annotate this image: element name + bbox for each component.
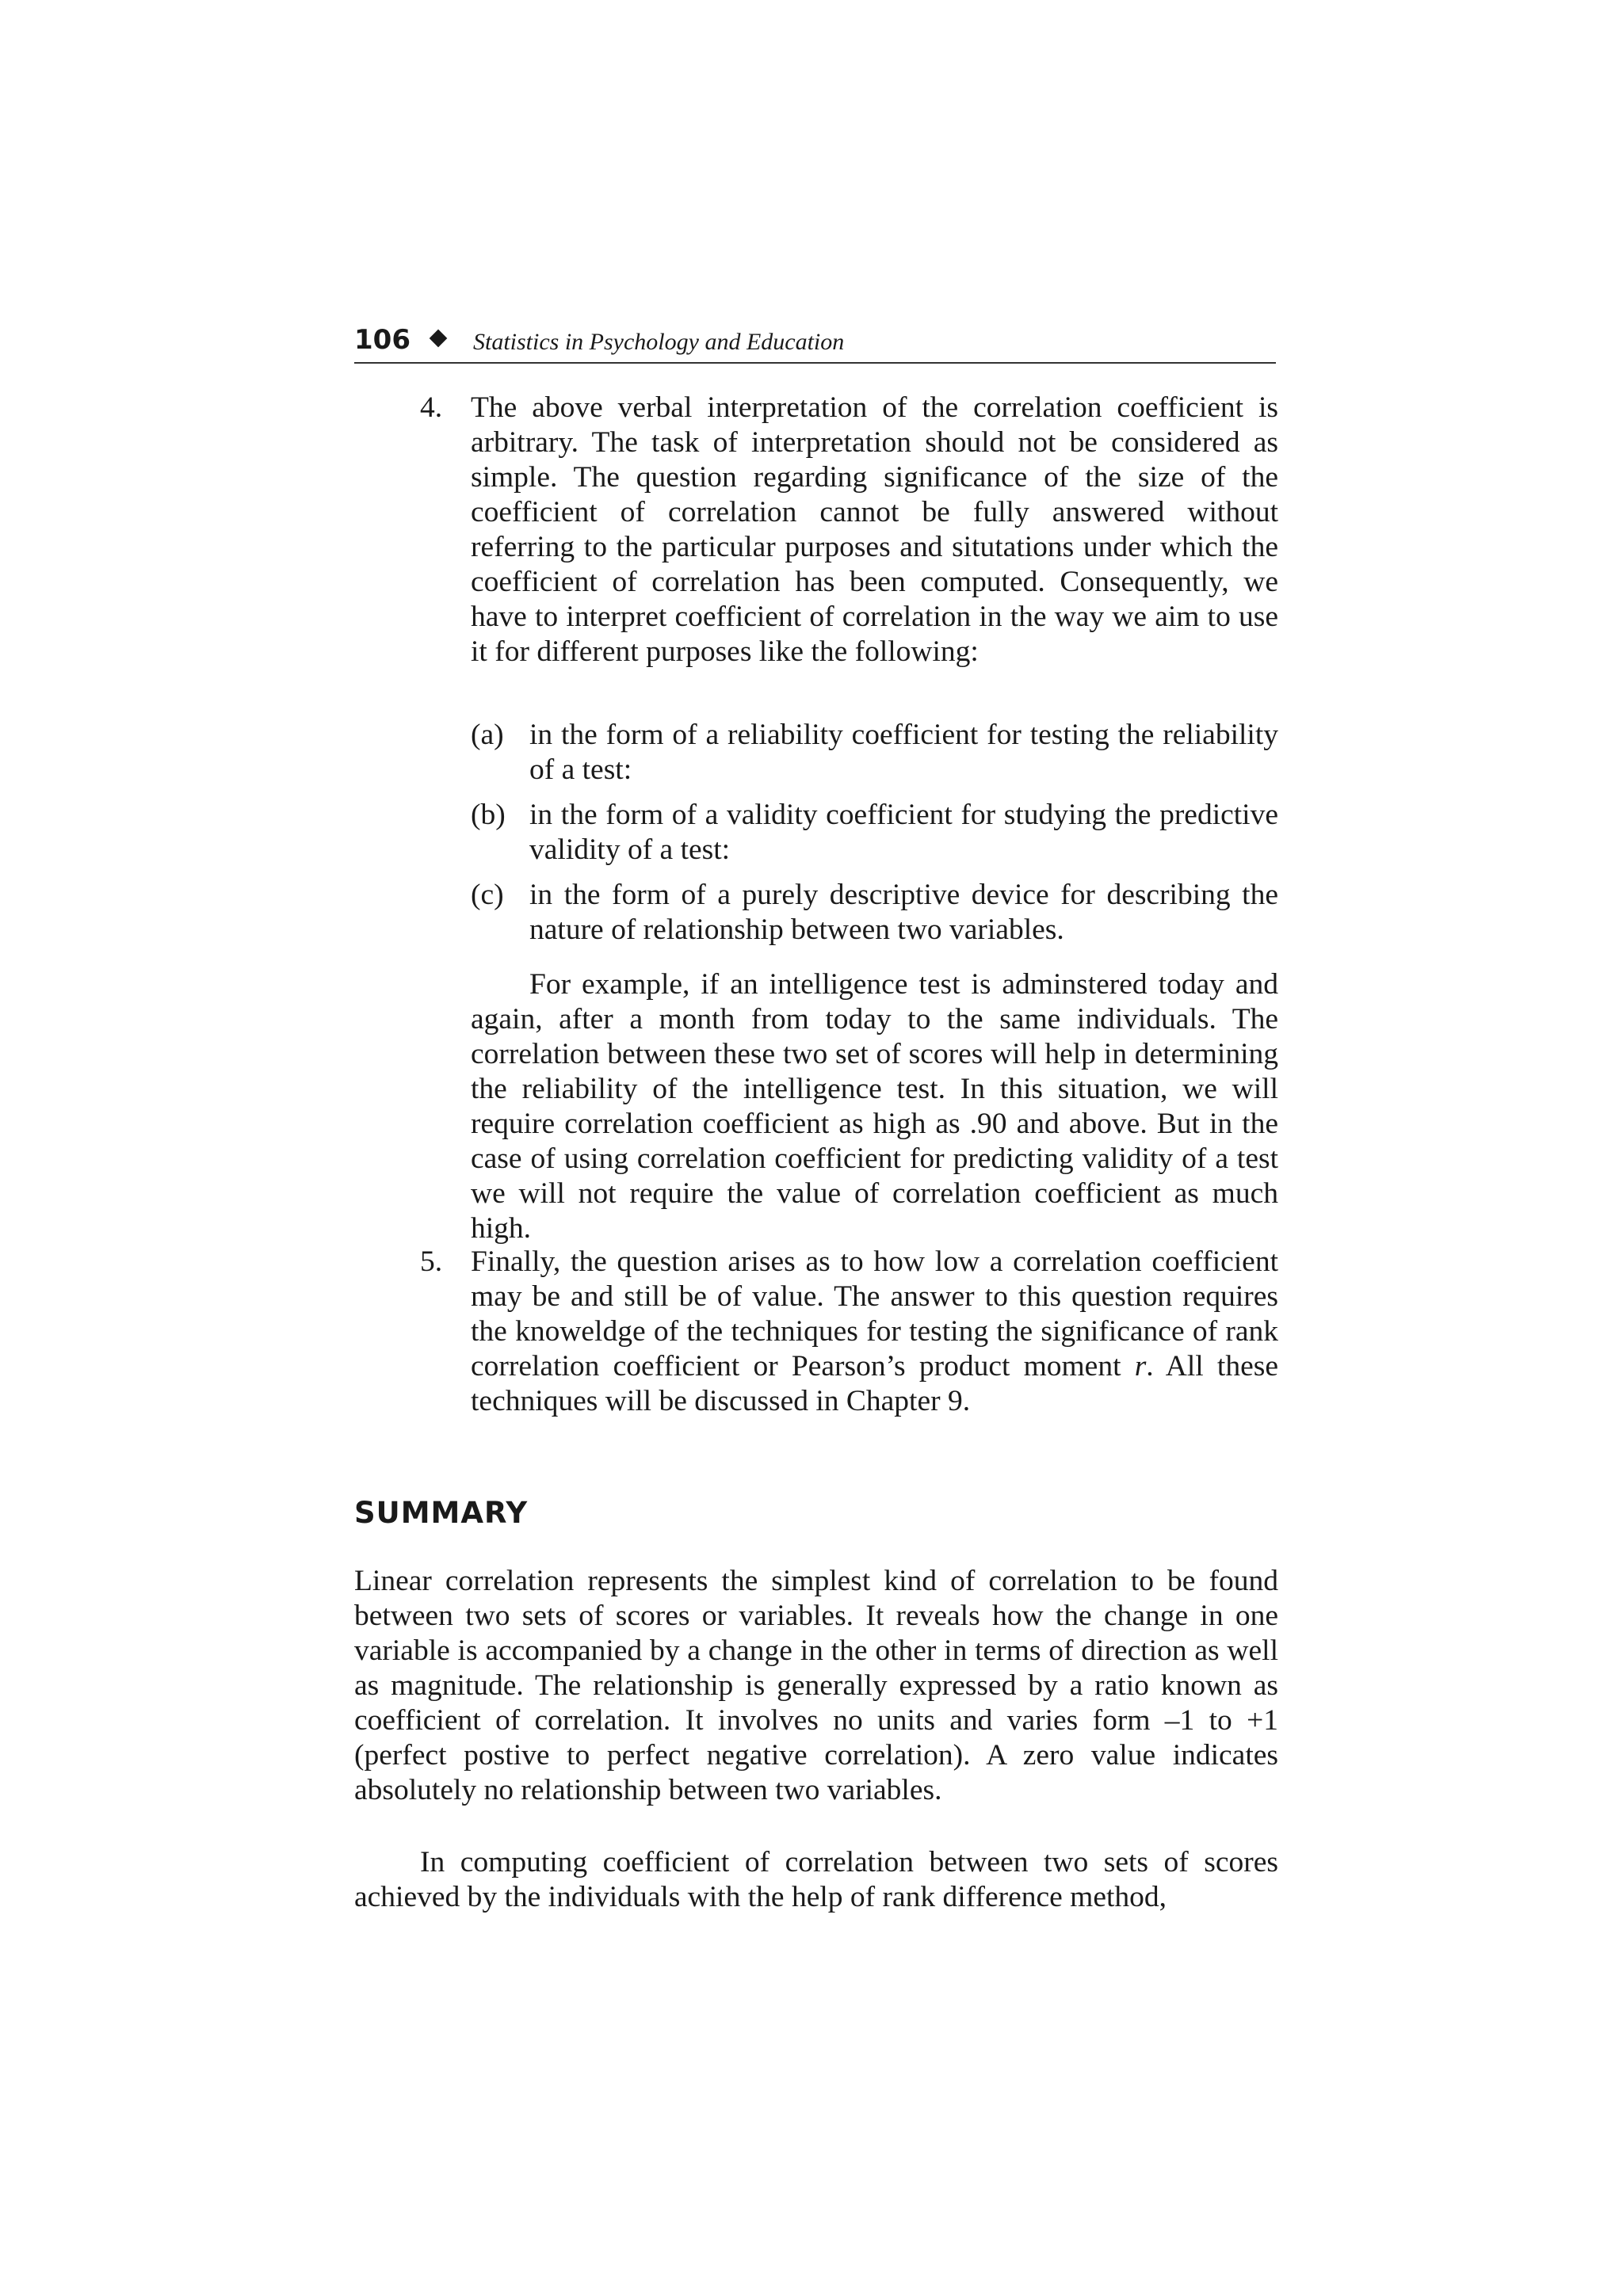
sub-item-label: (a) [471, 719, 504, 751]
variable-r: r [1134, 1350, 1147, 1383]
list-item-text: The above verbal interpretation of the correlation coefficient is arbitrary. The task of interpretation should not be considered as simple. The question regarding significance of the size of the coefficient of correlation cannot be fully answered without referring to the particular purposes and situtations under which the coefficient of correlation has been computed. Consequently, we have to interpret coefficient of correlation in the way we aim to use it for different purposes like the following: [471, 391, 1278, 668]
item5-text-after: . All these techniques will be discussed in Chapter 9. [471, 1350, 1278, 1417]
sub-item-label: (c) [471, 879, 504, 911]
diamond-icon [430, 330, 448, 348]
sub-item-b [471, 798, 1278, 868]
item5-text-before: Finally, the question arises as to how low a correlation coefficient may be and still be of value. The answer to this question requires the knoweldge of the techniques for testing the significance of rank correlation coefficient or Pearson’s product moment [471, 1245, 1278, 1383]
sub-item-text: in the form of a reliability coefficient for testing the reliability of a test: [529, 719, 1278, 786]
sub-item-c [471, 878, 1278, 948]
summary-paragraph-1: Linear correlation represents the simplest kind of correlation to be found between two sets of scores or variables. It reveals how the change in one variable is accompanied by a change in the other in terms of direction as well as magnitude. The relationship is generally expressed by a ratio known as coefficient of correlation. It involves no units and varies form –1 to +1 (perfect postive to perfect negative correlation). A zero value indicates absolutely no relationship between two variables. [354, 1565, 1278, 1806]
summary-heading: SUMMARY [354, 1496, 529, 1530]
list-item-text [471, 1245, 1278, 1419]
running-title: Statistics in Psychology and Education [473, 329, 845, 355]
list-item-5 [420, 1245, 1278, 1419]
sub-item-text: in the form of a purely descriptive device for describing the nature of relationship between two variables. [529, 879, 1278, 946]
sub-item-text: in the form of a validity coefficient for studying the predictive validity of a test: [529, 799, 1278, 866]
page-number: 106 [354, 324, 411, 356]
example-paragraph: For example, if an intelligence test is adminstered today and again, after a month from today to the same individuals. The correlation between these two set of scores will help in determining the reliability of the intelligence test. In this situation, we will require correlation coefficient as high as .90 and above. But in the case of using correlation coefficient for predicting validity of a test we will not require the value of correlation coefficient as much high. [471, 968, 1278, 1245]
list-item-4 [420, 391, 1278, 669]
summary-paragraph-2: In computing coefficient of correlation between two sets of scores achieved by the individuals with the help of rank difference method, [354, 1846, 1278, 1913]
sub-item-label: (b) [471, 799, 506, 831]
list-item-number: 5. [420, 1245, 443, 1278]
list-item-number: 4. [420, 391, 443, 424]
running-header [354, 321, 1276, 364]
sub-item-a [471, 718, 1278, 788]
